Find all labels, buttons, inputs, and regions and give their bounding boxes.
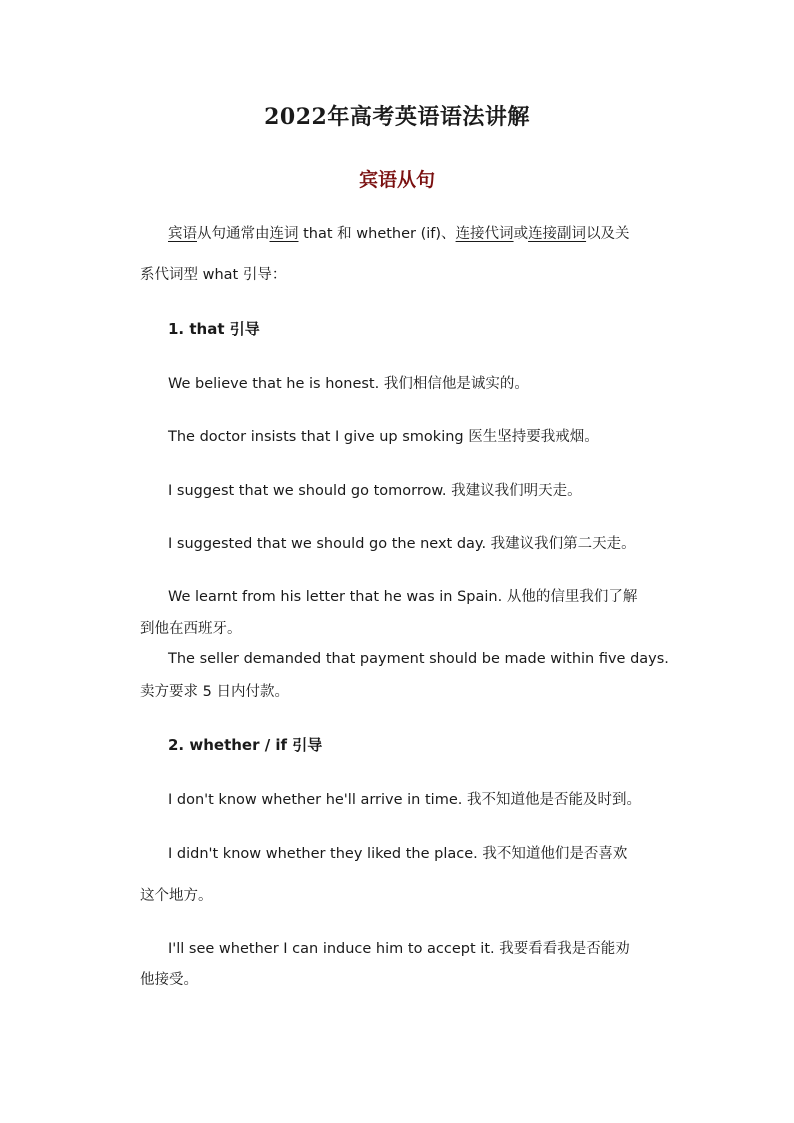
section-2-heading: 2. whether / if 引导 [168,736,323,754]
section-subtitle: 宾语从句 [358,169,435,191]
example-sentence: The seller demanded that payment should be made within five days. [168,651,669,667]
example-sentence: I suggest that we should go tomorrow. 我建议我们明天走。 [168,483,582,499]
example-sentence: We believe that he is honest. 我们相信他是诚实的。 [168,376,529,392]
intro-term-conjunctive-adverb: 连接副词 [528,226,587,242]
example-sentence: I'll see whether I can induce him to accept it. 我要看看我是否能劝 [168,941,630,957]
example-sentence: I don't know whether he'll arrive in time. 我不知道他是否能及时到。 [168,792,641,808]
example-sentence-continuation: 他接受。 [140,972,198,988]
example-sentence: I didn't know whether they liked the place. 我不知道他们是否喜欢 [168,846,628,862]
example-sentence: I suggested that we should go the next day. 我建议我们第二天走。 [168,536,636,552]
page-title: 2022年高考英语语法讲解 [264,104,530,130]
intro-term-clause: 从句 [197,226,226,242]
section-1-heading: 1. that 引导 [168,320,260,338]
intro-term-conjunctive-pronoun: 连接代词 [455,226,514,242]
intro-text: 通常由 [226,226,270,242]
intro-term-object: 宾语 [168,226,197,242]
intro-line-1 [168,222,630,243]
example-sentence-continuation: 这个地方。 [140,888,213,904]
example-sentence-continuation: 卖方要求 5 日内付款。 [140,684,289,700]
intro-line-2: 系代词型 what 引导： [140,267,287,283]
intro-term-conjunction: 连词 [269,226,299,242]
example-sentence: The doctor insists that I give up smoking 医生坚持要我戒烟。 [168,429,599,445]
intro-text-or: 或 [513,226,529,242]
intro-text-and: 以及关 [586,226,630,242]
example-sentence: We learnt from his letter that he was in Spain. 从他的信里我们了解 [168,589,638,605]
example-sentence-continuation: 到他在西班牙。 [140,621,242,637]
intro-text-conjunctions: that 和 whether (if)、 [298,226,456,242]
